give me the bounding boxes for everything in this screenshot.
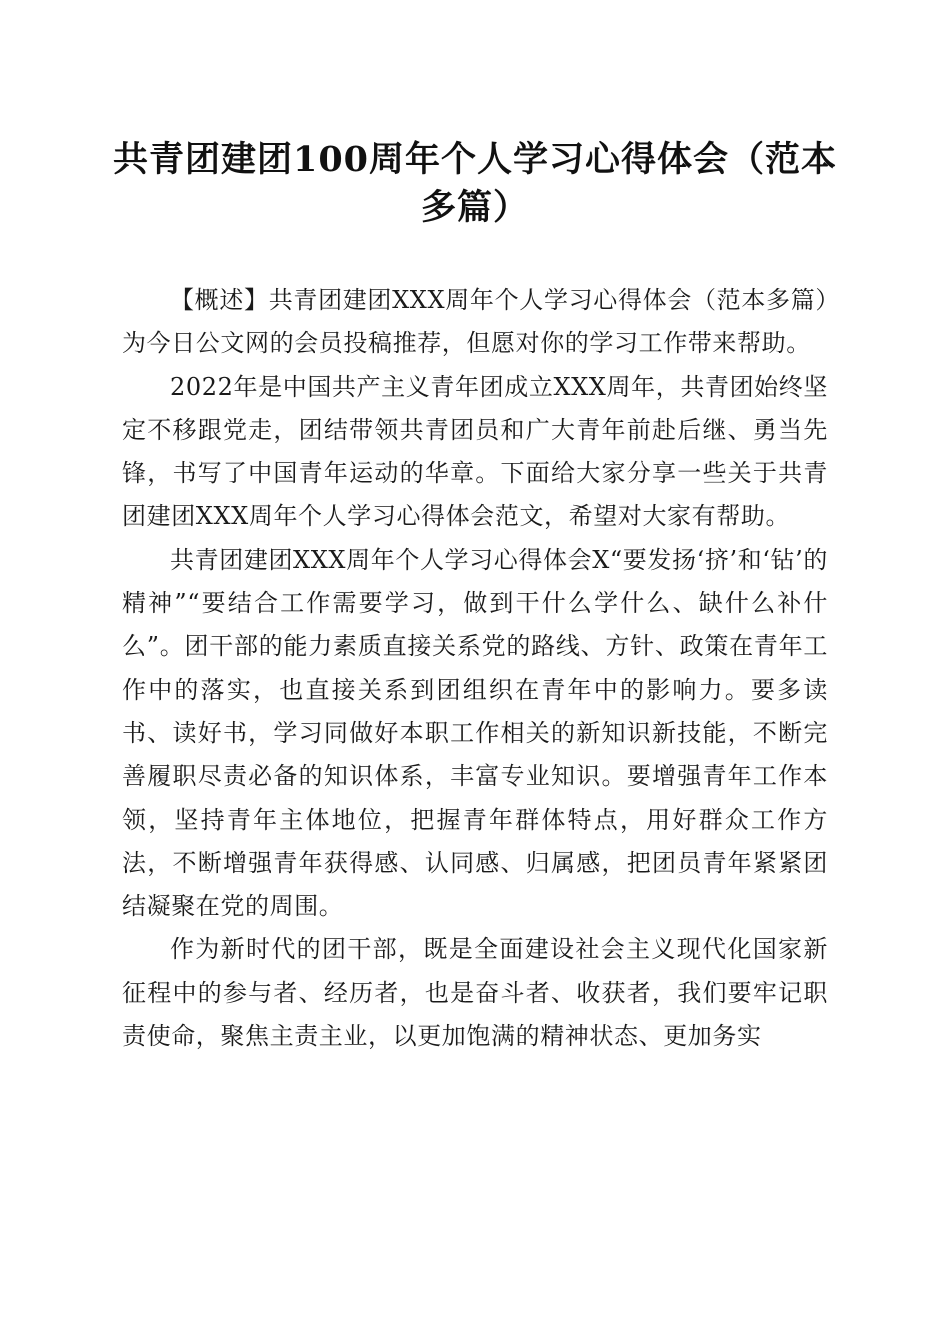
paragraph-intro: 2022年是中国共产主义青年团成立XXX周年，共青团始终坚定不移跟党走，团结带领共青团员和广大青年前赴后继、勇当先锋，书写了中国青年运动的华章。下面给大家分享一些关于共青团建团XXX周年个人学习心得体会范文，希望对大家有帮助。 [122,372,828,531]
document-body [122,279,828,1058]
paragraph-essay-one: 共青团建团XXX周年个人学习心得体会X“要发扬‘挤’和‘钻’的精神”“要结合工作需要学习，做到干什么学什么、缺什么补什么”。团干部的能力素质直接关系党的路线、方针、政策在青年工作中的落实，也直接关系到团组织在青年中的影响力。要多读书、读好书，学习同做好本职工作相关的新知识新技能，不断完善履职尽责必备的知识体系，丰富专业知识。要增强青年工作本领，坚持青年主体地位，把握青年群体特点，用好群众工作方法，不断增强青年获得感、认同感、归属感，把团员青年紧紧团结凝聚在党的周围。 [122,545,828,921]
paragraph-essay-one-continued: 作为新时代的团干部，既是全面建设社会主义现代化国家新征程中的参与者、经历者，也是奋斗者、收获者，我们要牢记职责使命，聚焦主责主业，以更加饱满的精神状态、更加务实 [122,935,828,1051]
paragraph-overview: 【概述】共青团建团XXX周年个人学习心得体会（范本多篇）为今日公文网的会员投稿推荐，但愿对你的学习工作带来帮助。 [122,286,828,358]
document-title: 共青团建团100周年个人学习心得体会（范本多篇） [112,139,838,228]
